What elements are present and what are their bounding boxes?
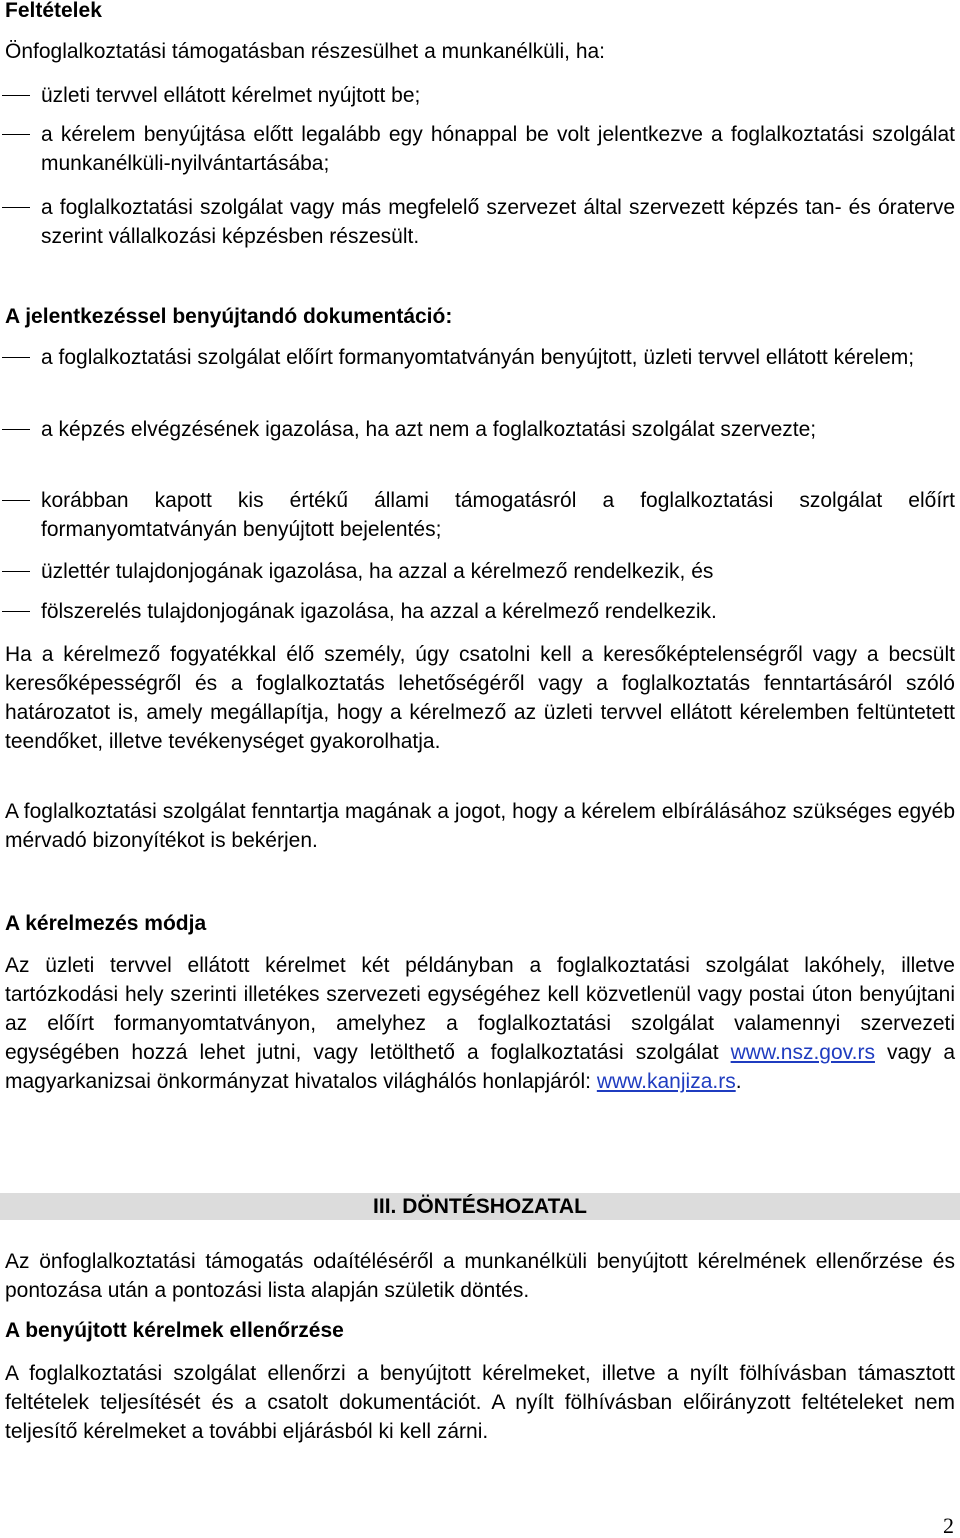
list-item-text: a foglalkoztatási szolgálat vagy más megfelelő szervezet által szervezett képzés tan- és óraterve szerint vállalkozási képzésben részesült. xyxy=(41,196,955,248)
dash-bullet-icon xyxy=(2,95,30,96)
dash-bullet-icon xyxy=(2,207,30,208)
paragraph-fogyatekkal: Ha a kérelmező fogyatékkal élő személy, úgy csatolni kell a keresőképtelenségről vagy a becsült keresőképességről és a foglalkoztatás lehetőségéről vagy a foglalkoztatás fenntartásáról szóló határozatot is, amely megállapítja, hogy a kérelmező az üzleti tervvel ellátott kérelemben feltüntetett teendőket, illetve tevékenységet gyakorolhatja. xyxy=(5,643,955,753)
paragraph-text: . xyxy=(735,1070,742,1093)
list-item-text: üzleti tervvel ellátott kérelmet nyújtott be; xyxy=(41,84,421,107)
heading-ellenorzes: A benyújtott kérelmek ellenőrzése xyxy=(5,1319,344,1342)
list-item-text: a foglalkoztatási szolgálat előírt formanyomtatványán benyújtott, üzleti tervvel ellátott kérelem; xyxy=(41,346,915,369)
page-number: 2 xyxy=(943,1513,954,1538)
dash-bullet-icon xyxy=(2,429,30,430)
heading-felteletek: Feltételek xyxy=(5,0,102,22)
paragraph-text: Az üzleti tervvel ellátott kérelmet két példányban a foglalkoztatási szolgálat lakóhely, illetve tartózkodási hely szerinti illetékes szervezeti egységéhez kell közvetlenül vagy postai úton benyújtani az előírt formanyomtatványon, amelyhez a foglalkoztatási szolgálat valamennyi szervezeti egységében hozzá lehet jutni, vagy letölthető a foglalkoztatási szolgálat xyxy=(5,954,955,1064)
paragraph-donteshozatal: Az önfoglalkoztatási támogatás odaítéléséről a munkanélküli benyújtott kérelmének ellenőrzése és pontozása után a pontozási lista alapján születik döntés. xyxy=(5,1250,955,1302)
heading-dokumentacio: A jelentkezéssel benyújtandó dokumentáció: xyxy=(5,305,453,328)
list-item-text: üzlettér tulajdonjogának igazolása, ha azzal a kérelmező rendelkezik, és xyxy=(41,560,714,583)
paragraph-ellenorzes: A foglalkoztatási szolgálat ellenőrzi a benyújtott kérelmeket, illetve a nyílt fölhívásban támasztott feltételek teljesítését és a csatolt dokumentációt. A nyílt fölhívásban előirányzott feltételeket nem teljesítő kérelmeket a további eljárásból ki kell zárni. xyxy=(5,1362,955,1443)
list-item-text: a képzés elvégzésének igazolása, ha azt nem a foglalkoztatási szolgálat szervezte; xyxy=(41,418,817,441)
paragraph-text: vagy a magyarkanizsai önkormányzat hivatalos világhálós honlapjáról: xyxy=(5,1041,955,1093)
dash-bullet-icon xyxy=(2,500,30,501)
heading-kerelmezes-modja: A kérelmezés módja xyxy=(5,912,207,935)
paragraph-jog: A foglalkoztatási szolgálat fenntartja magának a jogot, hogy a kérelem elbírálásához szükséges egyéb mérvadó bizonyítékot is bekérjen. xyxy=(5,800,955,852)
section-banner xyxy=(0,1193,960,1220)
paragraph-kerelmezes xyxy=(5,951,955,1096)
banner-title: III. DÖNTÉSHOZATAL xyxy=(373,1195,587,1218)
list-item-text: fölszerelés tulajdonjogának igazolása, ha azzal a kérelmező rendelkezik. xyxy=(41,600,717,623)
dash-bullet-icon xyxy=(2,134,30,135)
list-item-text: korábban kapott kis értékű állami támogatásról a foglalkoztatási szolgálat előírt formanyomtatványán benyújtott bejelentés; xyxy=(41,489,955,541)
list-item-text: a kérelem benyújtása előtt legalább egy hónappal be volt jelentkezve a foglalkoztatási szolgálat munkanélküli-nyilvántartásába; xyxy=(41,123,955,175)
dash-bullet-icon xyxy=(2,357,30,358)
dash-bullet-icon xyxy=(2,571,30,572)
intro-text: Önfoglalkoztatási támogatásban részesülhet a munkanélküli, ha: xyxy=(5,40,606,63)
link-kanjiza[interactable]: www.kanjiza.rs xyxy=(596,1070,736,1093)
dash-bullet-icon xyxy=(2,611,30,612)
link-nsz[interactable]: www.nsz.gov.rs xyxy=(730,1041,875,1064)
